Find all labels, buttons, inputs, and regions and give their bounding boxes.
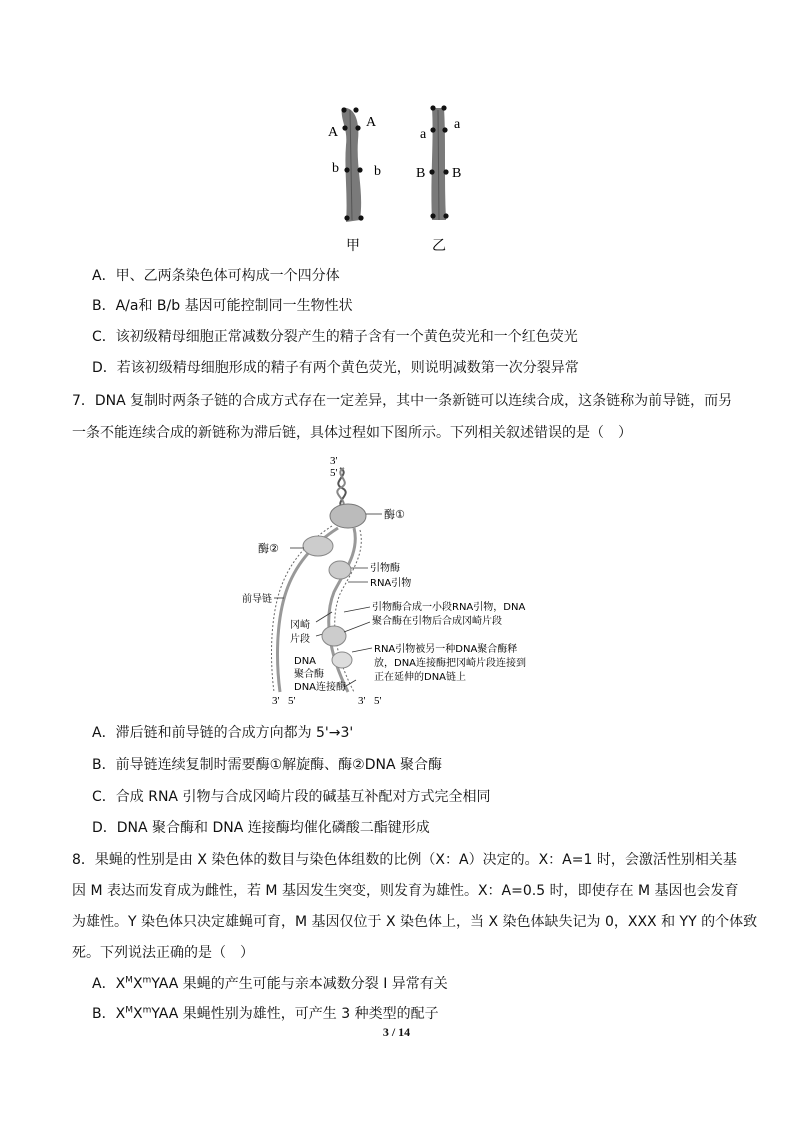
svg-text:3': 3' [330,455,338,467]
svg-text:酶①: 酶① [384,508,405,521]
svg-text:引物酶: 引物酶 [370,563,400,574]
svg-text:冈崎: 冈崎 [290,620,310,631]
q8-option-b: B．$X^MX^mYAA$ 果蝇性别为雄性，可产生 3 种类型的配子 [92,1005,439,1022]
svg-text:聚合酶: 聚合酶 [294,669,324,680]
svg-text:正在延伸的DNA链上: 正在延伸的DNA链上 [374,672,467,683]
label-B-left: B [416,166,426,181]
svg-text:引物酶合成一小段RNA引物，DNA: 引物酶合成一小段RNA引物，DNA [372,602,526,613]
q7-stem-line2: 一条不能连续合成的新链称为滞后链，具体过程如下图所示。下列相关叙述错误的是（ ） [72,425,632,441]
q7-option-a: A．滞后链和前导链的合成方向都为 5'→3' [92,725,354,741]
label-A-right: A [366,115,377,130]
q7-option-b: B．前导链连续复制时需要酶①解旋酶、酶②DNA 聚合酶 [92,757,442,773]
svg-text:RNA引物: RNA引物 [370,578,412,589]
svg-text:放，DNA连接酶把冈崎片段连接到: 放，DNA连接酶把冈崎片段连接到 [374,658,527,669]
q8-stem-line1: 8．果蝇的性别是由 X 染色体的数目与染色体组数的比例（X：A）决定的。X：A=1 时，会激活性别相关基 [72,852,737,868]
q6-option-a: A．甲、乙两条染色体可构成一个四分体 [92,268,340,284]
q6-option-b: B．A/a和 B/b 基因可能控制同一生物性状 [92,298,353,314]
label-a-right: a [454,117,461,132]
page-number: 3 / 14 [382,1025,411,1039]
svg-text:5': 5' [374,695,382,707]
svg-text:3': 3' [272,695,280,707]
label-a-left: a [420,127,427,142]
q8-stem-line2: 因 M 表达而发育成为雌性，若 M 基因发生突变，则发育为雄性。X：A=0.5 时，即使存在 M 基因也会发育 [72,883,739,899]
dna-replication-figure [236,452,566,708]
svg-text:酶②: 酶② [258,542,279,555]
svg-text:5': 5' [330,467,338,479]
q7-stem-line1: 7．DNA 复制时两条子链的合成方式存在一定差异，其中一条新链可以连续合成，这条链称为前导链，而另 [72,393,733,409]
label-b-left: b [332,161,339,176]
caption-yi: 乙 [432,238,446,254]
caption-jia: 甲 [346,238,360,254]
q8-stem-line4: 死。下列说法正确的是（ ） [72,945,254,961]
q6-option-c: C．该初级精母细胞正常减数分裂产生的精子含有一个黄色荧光和一个红色荧光 [92,329,578,345]
q8-option-a: A．$X^MX^mYAA$ 果蝇的产生可能与亲本减数分裂 I 异常有关 [92,975,448,992]
chromosome-figure [320,100,480,260]
svg-text:3': 3' [358,695,366,707]
svg-text:DNA连接酶: DNA连接酶 [294,682,347,693]
svg-text:片段: 片段 [290,634,310,645]
svg-text:聚合酶在引物后合成冈崎片段: 聚合酶在引物后合成冈崎片段 [372,616,502,627]
label-b-right: b [374,164,381,179]
svg-text:前导链: 前导链 [242,594,272,605]
label-B-right: B [452,166,462,181]
q7-option-c: C．合成 RNA 引物与合成冈崎片段的碱基互补配对方式完全相同 [92,789,491,805]
q7-option-d: D．DNA 聚合酶和 DNA 连接酶均催化磷酸二酯键形成 [92,820,430,836]
q8-stem-line3: 为雄性。Y 染色体只决定雄蝇可育，M 基因仅位于 X 染色体上，当 X 染色体缺失记为 0，XXX 和 YY 的个体致 [72,914,758,930]
label-A-left: A [328,125,339,140]
svg-text:5': 5' [288,695,296,707]
q6-option-d: D．若该初级精母细胞形成的精子有两个黄色荧光，则说明减数第一次分裂异常 [92,360,579,376]
svg-text:RNA引物被另一种DNA聚合酶释: RNA引物被另一种DNA聚合酶释 [374,644,518,655]
svg-text:DNA: DNA [294,656,317,667]
